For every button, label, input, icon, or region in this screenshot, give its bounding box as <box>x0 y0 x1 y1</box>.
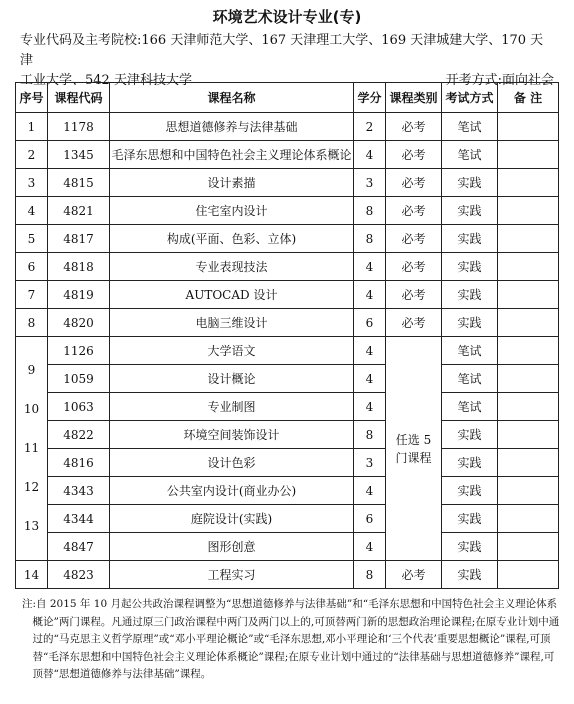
table-row <box>16 113 559 141</box>
credit-cell: 2 <box>354 113 386 141</box>
credit-cell: 6 <box>354 309 386 337</box>
seq-cell: 6 <box>16 253 48 281</box>
course-code-cell: 4817 <box>48 225 110 253</box>
note-cell <box>498 225 559 253</box>
table-row <box>16 197 559 225</box>
note-cell <box>498 421 559 449</box>
elective-seq-number: 12 <box>23 480 40 494</box>
course-code-cell: 4816 <box>48 449 110 477</box>
credit-cell: 3 <box>354 169 386 197</box>
course-name-cell: 大学语文 <box>110 337 354 365</box>
exam-mode-cell: 实践 <box>442 449 498 477</box>
course-name-cell: 工程实习 <box>110 561 354 589</box>
course-code-cell: 4823 <box>48 561 110 589</box>
course-table <box>15 82 559 589</box>
course-code-cell: 4819 <box>48 281 110 309</box>
credit-cell: 4 <box>354 253 386 281</box>
table-row <box>16 169 559 197</box>
column-header: 序号 <box>16 83 48 113</box>
seq-cell: 7 <box>16 281 48 309</box>
category-cell: 必考 <box>386 309 442 337</box>
category-cell: 必考 <box>386 141 442 169</box>
note-cell <box>498 337 559 365</box>
credit-cell: 4 <box>354 393 386 421</box>
note-cell <box>498 309 559 337</box>
category-cell: 必考 <box>386 253 442 281</box>
seq-cell: 3 <box>16 169 48 197</box>
credit-cell: 6 <box>354 505 386 533</box>
credit-cell: 4 <box>354 141 386 169</box>
credit-cell: 8 <box>354 197 386 225</box>
note-cell <box>498 365 559 393</box>
table-row <box>16 561 559 589</box>
table-row <box>16 505 559 533</box>
category-cell: 必考 <box>386 281 442 309</box>
exam-mode-cell: 实践 <box>442 561 498 589</box>
exam-mode-cell: 实践 <box>442 253 498 281</box>
course-name-cell: 设计色彩 <box>110 449 354 477</box>
table-row <box>16 281 559 309</box>
column-header: 课程名称 <box>110 83 354 113</box>
exam-mode-cell: 实践 <box>442 281 498 309</box>
course-name-cell: 电脑三维设计 <box>110 309 354 337</box>
course-name-cell: 构成(平面、色彩、立体) <box>110 225 354 253</box>
exam-mode-cell: 实践 <box>442 309 498 337</box>
elective-seq-number: 9 <box>27 363 36 377</box>
note-cell <box>498 449 559 477</box>
course-name-cell: 公共室内设计(商业办公) <box>110 477 354 505</box>
note-cell <box>498 141 559 169</box>
page-title: 环境艺术设计专业(专) <box>212 8 362 26</box>
column-header: 课程代码 <box>48 83 110 113</box>
footnote: 注:自 2015 年 10 月起公共政治课程调整为“思想道德修养与法律基础”和“毛泽东思想和中国特色社会主义理论体系概论”两门课程。凡通过原三门政治课程中两门及两门以上的,可顶替两门新的思想政治理论课程;在原专业计划中通过的“马克思主义哲学原理”或“邓小平理论概论”或“毛泽东思想,邓小平理论和‘三个代表’重要思想概论”课程,可顶替“毛泽东思想和中国特色社会主义理论体系概论”课程;在原专业计划中通过的“法律基础与思想道德修养”课程,可顶替“思想道德修养与法律基础”课程。 <box>22 598 560 680</box>
table-row <box>16 253 559 281</box>
table-row <box>16 309 559 337</box>
exam-mode-cell: 笔试 <box>442 337 498 365</box>
note-cell <box>498 393 559 421</box>
credit-cell: 4 <box>354 337 386 365</box>
course-code-cell: 1178 <box>48 113 110 141</box>
course-code-cell: 1126 <box>48 337 110 365</box>
credit-cell: 8 <box>354 225 386 253</box>
course-name-cell: 图形创意 <box>110 533 354 561</box>
exam-mode-cell: 笔试 <box>442 141 498 169</box>
course-code-cell: 4343 <box>48 477 110 505</box>
category-cell: 必考 <box>386 113 442 141</box>
exam-mode-cell: 笔试 <box>442 365 498 393</box>
exam-mode-cell: 实践 <box>442 169 498 197</box>
table-row <box>16 393 559 421</box>
category-cell: 必考 <box>386 225 442 253</box>
note-cell <box>498 505 559 533</box>
note-cell <box>498 561 559 589</box>
exam-mode-cell: 实践 <box>442 505 498 533</box>
credit-cell: 8 <box>354 561 386 589</box>
note-cell <box>498 197 559 225</box>
course-name-cell: 住宅室内设计 <box>110 197 354 225</box>
column-header: 学分 <box>354 83 386 113</box>
note-cell <box>498 253 559 281</box>
table-row <box>16 337 559 365</box>
column-header: 备 注 <box>498 83 559 113</box>
intro-line-2: 工业大学、542 天津科技大学 <box>20 73 192 88</box>
course-code-cell: 1345 <box>48 141 110 169</box>
category-cell: 必考 <box>386 561 442 589</box>
course-name-cell: 环境空间装饰设计 <box>110 421 354 449</box>
course-code-cell: 4821 <box>48 197 110 225</box>
seq-cell: 1 <box>16 113 48 141</box>
category-cell: 必考 <box>386 197 442 225</box>
note-cell <box>498 281 559 309</box>
exam-mode-cell: 实践 <box>442 197 498 225</box>
seq-cell: 14 <box>16 561 48 589</box>
exam-mode-cell: 实践 <box>442 533 498 561</box>
elective-category-cell: 任选 5 门课程 <box>386 337 442 561</box>
course-name-cell: 思想道德修养与法律基础 <box>110 113 354 141</box>
column-header: 考试方式 <box>442 83 498 113</box>
exam-mode-cell: 实践 <box>442 225 498 253</box>
elective-seq-number: 13 <box>23 519 40 533</box>
exam-mode-cell: 笔试 <box>442 113 498 141</box>
table-row <box>16 141 559 169</box>
course-name-cell: AUTOCAD 设计 <box>110 281 354 309</box>
course-name-cell: 专业表现技法 <box>110 253 354 281</box>
table-header-row <box>16 83 559 113</box>
column-header: 课程类别 <box>386 83 442 113</box>
course-name-cell: 设计概论 <box>110 365 354 393</box>
elective-seq-number: 11 <box>23 441 40 455</box>
course-code-cell: 4847 <box>48 533 110 561</box>
elective-seq-cell <box>16 337 48 561</box>
seq-cell: 2 <box>16 141 48 169</box>
table-row <box>16 477 559 505</box>
credit-cell: 8 <box>354 421 386 449</box>
seq-cell: 5 <box>16 225 48 253</box>
credit-cell: 3 <box>354 449 386 477</box>
course-code-cell: 4815 <box>48 169 110 197</box>
note-cell <box>498 113 559 141</box>
course-name-cell: 毛泽东思想和中国特色社会主义理论体系概论 <box>110 141 354 169</box>
credit-cell: 4 <box>354 281 386 309</box>
exam-mode-cell: 实践 <box>442 477 498 505</box>
seq-cell: 8 <box>16 309 48 337</box>
note-cell <box>498 477 559 505</box>
course-name-cell: 专业制图 <box>110 393 354 421</box>
course-code-cell: 4820 <box>48 309 110 337</box>
table-row <box>16 533 559 561</box>
course-code-cell: 1059 <box>48 365 110 393</box>
course-code-cell: 4818 <box>48 253 110 281</box>
credit-cell: 4 <box>354 533 386 561</box>
exam-mode-cell: 笔试 <box>442 393 498 421</box>
table-row <box>16 225 559 253</box>
table-row <box>16 449 559 477</box>
note-cell <box>498 533 559 561</box>
table-row <box>16 365 559 393</box>
intro-line-1: 专业代码及主考院校:166 天津师范大学、167 天津理工大学、169 天津城建大学、170 天津 <box>20 33 544 68</box>
course-name-cell: 设计素描 <box>110 169 354 197</box>
course-name-cell: 庭院设计(实践) <box>110 505 354 533</box>
exam-mode-cell: 实践 <box>442 421 498 449</box>
seq-cell: 4 <box>16 197 48 225</box>
credit-cell: 4 <box>354 477 386 505</box>
credit-cell: 4 <box>354 365 386 393</box>
course-code-cell: 4344 <box>48 505 110 533</box>
table-row <box>16 421 559 449</box>
category-cell: 必考 <box>386 169 442 197</box>
course-code-cell: 4822 <box>48 421 110 449</box>
elective-seq-number: 10 <box>23 402 40 416</box>
note-cell <box>498 169 559 197</box>
exam-mode: 开考方式:面向社会 <box>445 73 554 88</box>
course-code-cell: 1063 <box>48 393 110 421</box>
